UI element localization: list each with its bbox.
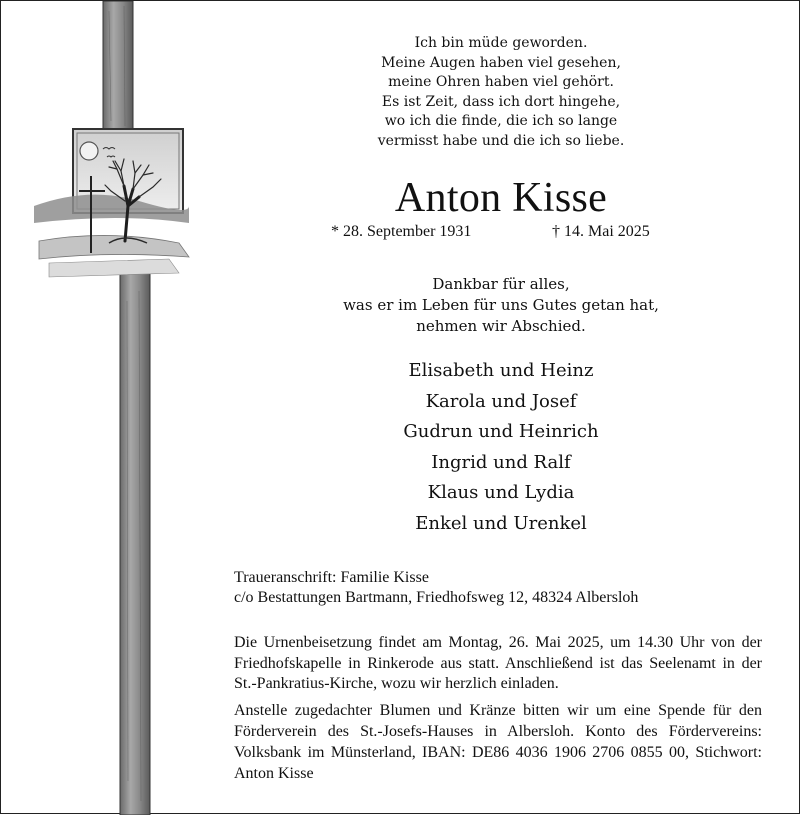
thanks-text <box>301 274 701 337</box>
birth-date: * 28. September 1931 <box>331 223 472 240</box>
poem-line: wo ich die finde, die ich so lange <box>384 113 618 130</box>
mourning-address <box>234 568 754 608</box>
donation-notice: Anstelle zugedachter Blumen und Kränze bitten wir um eine Spende für den Förderverein des St.-Josefs-Hauses in Albersloh. Konto des Fördervereins: Volksbank im Münsterland, IBAN: DE86 4036 1906 2706 0855 00, Stichwort: Anton Kisse <box>234 702 762 782</box>
deceased-name: Anton Kisse <box>394 175 608 221</box>
mourner-entry: Gudrun und Heinrich <box>403 421 599 443</box>
poem-line: Meine Augen haben viel gesehen, <box>381 54 621 71</box>
thanks-line: was er im Leben für uns Gutes getan hat, <box>343 296 659 314</box>
poem-line: Ich bin müde geworden. <box>414 35 588 51</box>
mourner-entry: Enkel und Urenkel <box>415 512 587 534</box>
mourner-entry: Elisabeth und Heinz <box>408 360 594 381</box>
mourner-entry: Ingrid und Ralf <box>431 451 571 473</box>
thanks-line: nehmen wir Abschied. <box>416 317 586 335</box>
life-dates <box>301 221 701 243</box>
poem-line: meine Ohren haben viel gehört. <box>388 74 614 91</box>
service-notice: Die Urnenbeisetzung findet am Montag, 26. Mai 2025, um 14.30 Uhr von der Friedhofskapelle in Rinkerode aus statt. Anschließend ist das Seelenamt in der St.-Pankratius-Kirche, wozu wir herzlich einladen. <box>234 634 762 692</box>
address-line: c/o Bestattungen Bartmann, Friedhofsweg 12, 48324 Albersloh <box>234 589 639 606</box>
poem-line: vermisst habe und die ich so liebe. <box>377 132 625 149</box>
mourner-entry: Karola und Josef <box>425 390 577 412</box>
mourner-entry: Klaus und Lydia <box>427 482 575 504</box>
death-date: † 14. Mai 2025 <box>552 223 650 240</box>
address-line: Traueranschrift: Familie Kisse <box>234 569 429 586</box>
mourners-list <box>301 356 701 540</box>
cross-tree-artwork-icon <box>29 1 199 815</box>
thanks-line: Dankbar für alles, <box>432 275 570 293</box>
poem <box>301 34 701 152</box>
poem-line: Es ist Zeit, dass ich dort hingehe, <box>381 93 621 110</box>
